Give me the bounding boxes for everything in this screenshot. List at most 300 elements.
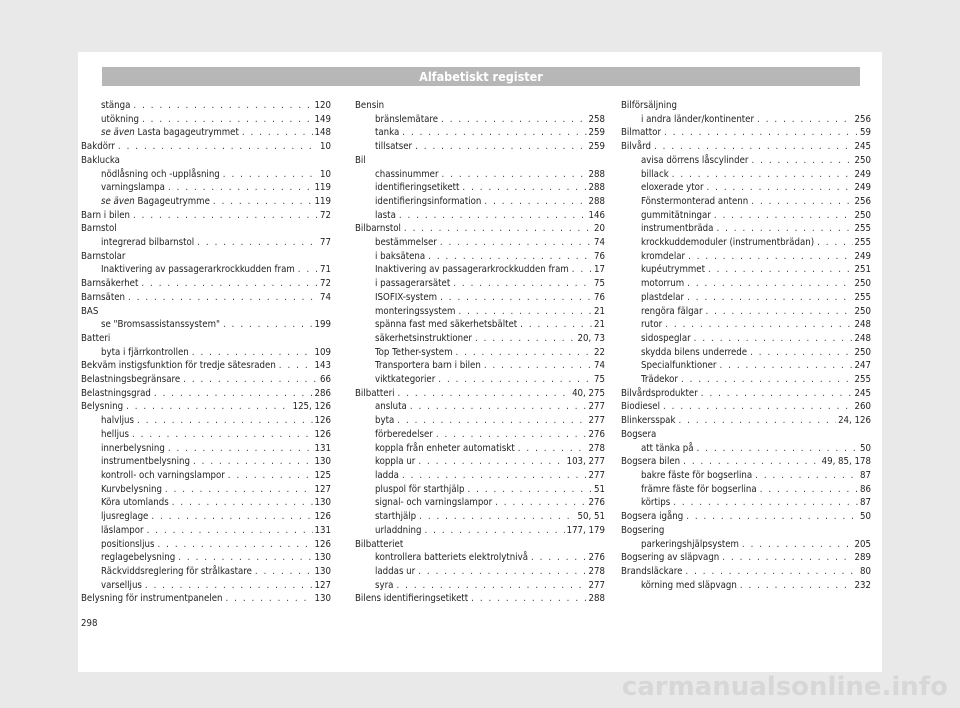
index-term	[375, 469, 399, 483]
index-entry	[81, 263, 331, 277]
index-page-ref: 66	[320, 374, 331, 386]
index-entry	[355, 469, 605, 483]
leader-dots	[665, 318, 852, 332]
index-entry	[621, 332, 871, 346]
index-term	[81, 277, 138, 291]
index-term	[101, 346, 189, 360]
index-term-text: chassinummer	[375, 168, 439, 180]
index-term	[641, 305, 703, 319]
index-term-text: Bilvårdsprodukter	[621, 387, 698, 399]
index-term-text: Trädekor	[641, 374, 678, 386]
index-entry	[81, 277, 331, 291]
leader-dots	[396, 579, 586, 593]
index-term-text: Bilbatteri	[355, 387, 395, 399]
index-term	[101, 236, 194, 250]
index-term	[375, 359, 481, 373]
leader-dots	[147, 524, 313, 538]
index-term-text: parkeringshjälpsystem	[641, 538, 739, 550]
index-term	[641, 483, 757, 497]
leader-dots	[687, 291, 852, 305]
index-term-text: signal- och varningslampor	[375, 497, 493, 509]
index-page-ref: 249	[854, 182, 871, 194]
index-page-ref: 109	[314, 346, 331, 358]
index-entry	[355, 387, 605, 401]
leader-dots	[740, 579, 853, 593]
index-term-text: Bilbatteriet	[355, 538, 404, 550]
index-term-text: Inaktivering av passagerarkrockkudden fram	[375, 264, 569, 276]
leader-dots	[687, 277, 852, 291]
index-term	[355, 387, 395, 401]
index-entry	[81, 455, 331, 469]
index-term-text: kupéutrymmet	[641, 264, 705, 276]
index-term-text: instrumentbräda	[641, 223, 714, 235]
index-term	[101, 181, 165, 195]
index-entry	[81, 195, 331, 209]
index-term	[101, 565, 252, 579]
leader-dots	[157, 538, 312, 552]
leader-dots	[760, 483, 858, 497]
leader-dots	[242, 126, 313, 140]
index-term	[375, 277, 450, 291]
leader-dots	[458, 305, 592, 319]
index-page-ref: 250	[854, 305, 871, 317]
index-term-text: byta i fjärrkontrollen	[101, 346, 189, 358]
index-entry	[621, 414, 871, 428]
leader-dots	[436, 428, 587, 442]
index-entry	[355, 332, 605, 346]
index-entry	[81, 332, 331, 346]
index-term-text: Batteri	[81, 332, 111, 344]
index-entry	[355, 168, 605, 182]
leader-dots	[518, 442, 587, 456]
index-term	[81, 373, 180, 387]
index-term	[641, 277, 684, 291]
index-term	[101, 318, 220, 332]
index-column-3	[621, 99, 871, 592]
index-term-text: monteringssystem	[375, 305, 456, 317]
leader-dots	[484, 195, 586, 209]
index-term-text: motorrum	[641, 278, 685, 290]
index-term	[375, 126, 399, 140]
index-term	[375, 510, 416, 524]
index-term-text: kontrollera batteriets elektrolytnivå	[375, 552, 528, 564]
leader-dots	[441, 113, 587, 127]
index-page-ref: 276	[588, 552, 605, 564]
leader-dots	[410, 400, 587, 414]
index-entry	[81, 140, 331, 154]
index-term	[641, 168, 669, 182]
index-entry	[81, 250, 331, 264]
index-page-ref: 20, 73	[577, 332, 605, 344]
leader-dots	[750, 346, 852, 360]
index-term	[375, 442, 515, 456]
leader-dots	[145, 579, 313, 593]
index-page-ref: 146	[588, 209, 605, 221]
index-page-ref: 77	[320, 237, 331, 249]
index-page-ref: 10	[320, 141, 331, 153]
index-term-text: koppla från enheter automatiskt	[375, 442, 515, 454]
index-term	[81, 359, 276, 373]
index-term-text: Lasta bagageutrymmet	[134, 127, 239, 139]
index-entry	[81, 126, 331, 140]
index-entry	[81, 442, 331, 456]
index-page-ref: 59	[860, 127, 871, 139]
index-term	[101, 195, 210, 209]
index-term-text: bestämmelser	[375, 237, 437, 249]
index-term	[101, 414, 134, 428]
leader-dots	[279, 359, 313, 373]
leader-dots	[686, 510, 858, 524]
index-term-text: ladda	[375, 469, 399, 481]
index-page-ref: 249	[854, 168, 871, 180]
index-page-ref: 76	[594, 291, 605, 303]
index-term-text: Specialfunktioner	[641, 360, 717, 372]
index-term	[81, 250, 125, 264]
index-page-ref: 21	[594, 305, 605, 317]
index-term-text: bakre fäste för bogserlina	[641, 469, 753, 481]
leader-dots	[165, 483, 313, 497]
index-page-ref: 260	[854, 401, 871, 413]
index-entry	[355, 400, 605, 414]
index-term	[81, 154, 120, 168]
index-term	[641, 359, 716, 373]
index-entry	[355, 126, 605, 140]
index-entry	[81, 414, 331, 428]
leader-dots	[193, 455, 313, 469]
index-term	[375, 236, 437, 250]
index-entry	[355, 346, 605, 360]
index-entry	[621, 510, 871, 524]
index-page-ref: 22	[594, 346, 605, 358]
leader-dots	[197, 236, 318, 250]
leader-dots	[456, 346, 593, 360]
index-term-text: sidospeglar	[641, 332, 691, 344]
leader-dots	[453, 277, 592, 291]
leader-dots	[428, 250, 592, 264]
index-page-ref: 258	[588, 113, 605, 125]
index-entry	[621, 250, 871, 264]
leader-dots	[141, 277, 318, 291]
index-term-text: eloxerade ytor	[641, 182, 704, 194]
index-term-text: utökning	[101, 113, 139, 125]
index-page-ref: 131	[314, 442, 331, 454]
index-term	[101, 442, 165, 456]
index-term-text: krockkuddemoduler (instrumentbrädan)	[641, 237, 815, 249]
index-term	[621, 524, 664, 538]
index-term	[621, 510, 683, 524]
index-page-ref: 259	[588, 127, 605, 139]
index-term	[641, 346, 747, 360]
index-entry	[355, 373, 605, 387]
index-page-ref: 80	[860, 565, 871, 577]
index-term-text: Bogsera bilen	[621, 456, 681, 468]
index-term-text: laddas ur	[375, 565, 416, 577]
leader-dots	[442, 168, 587, 182]
index-entry	[621, 565, 871, 579]
leader-dots	[484, 359, 592, 373]
leader-dots	[714, 209, 853, 223]
index-term	[81, 222, 117, 236]
index-entry	[81, 579, 331, 593]
index-page-ref: 130	[314, 552, 331, 564]
leader-dots	[707, 181, 853, 195]
index-entry	[621, 483, 871, 497]
index-term-text: bränslemätare	[375, 113, 439, 125]
index-term-text: ansluta	[375, 401, 407, 413]
index-term-text: reglagebelysning	[101, 552, 176, 564]
index-entry	[621, 373, 871, 387]
index-page-ref: 248	[854, 332, 871, 344]
leader-dots	[126, 400, 291, 414]
index-entry	[355, 551, 605, 565]
index-term-text: Blinkersspak	[621, 415, 676, 427]
index-term-text: i andra länder/kontinenter	[641, 113, 755, 125]
index-term-text: starthjälp	[375, 511, 417, 523]
index-page-ref: 130	[314, 497, 331, 509]
index-entry	[81, 483, 331, 497]
leader-dots	[681, 373, 853, 387]
index-entry	[355, 483, 605, 497]
index-term-text: Belysning	[81, 401, 124, 413]
index-term	[641, 496, 670, 510]
index-term-text: Brandsläckare	[621, 565, 683, 577]
index-entry	[355, 236, 605, 250]
index-term	[621, 455, 680, 469]
index-page-ref: 256	[854, 195, 871, 207]
index-page-ref: 251	[854, 264, 871, 276]
index-term-text: Bogsering av släpvagn	[621, 552, 720, 564]
index-page-ref: 245	[854, 387, 871, 399]
index-term	[621, 126, 661, 140]
index-term	[641, 154, 748, 168]
index-term	[375, 414, 394, 428]
leader-dots	[531, 551, 587, 565]
index-page-ref: 247	[854, 360, 871, 372]
index-term	[641, 236, 814, 250]
index-entry	[355, 99, 605, 113]
leader-dots	[757, 113, 852, 127]
index-term-text: pluspol för starthjälp	[375, 483, 465, 495]
index-term	[355, 592, 468, 606]
index-entry	[81, 551, 331, 565]
index-term	[641, 332, 691, 346]
index-page-ref: 50	[860, 442, 871, 454]
index-term-text: byta	[375, 415, 395, 427]
index-page-ref: 119	[314, 195, 331, 207]
leader-dots	[817, 236, 852, 250]
index-entry	[355, 263, 605, 277]
leader-dots	[142, 113, 313, 127]
index-term	[81, 291, 125, 305]
index-page-ref: 130	[314, 565, 331, 577]
index-term-text: skydda bilens underrede	[641, 346, 748, 358]
index-term	[375, 346, 453, 360]
index-page-ref: 125, 126	[292, 401, 331, 413]
index-page-ref: 288	[588, 182, 605, 194]
index-entry	[355, 195, 605, 209]
leader-dots	[137, 414, 312, 428]
index-entry	[81, 428, 331, 442]
index-page-ref: 75	[594, 278, 605, 290]
leader-dots	[722, 551, 852, 565]
index-page-ref: 277	[588, 415, 605, 427]
index-term	[621, 414, 675, 428]
leader-dots	[225, 592, 312, 606]
leader-dots	[654, 140, 853, 154]
index-entry	[355, 250, 605, 264]
index-term-text: se "Bromsassistanssystem"	[101, 319, 220, 331]
index-page-ref: 289	[854, 552, 871, 564]
index-page-ref: 276	[588, 428, 605, 440]
leader-dots	[419, 510, 575, 524]
index-entry	[81, 400, 331, 414]
index-entry	[81, 113, 331, 127]
index-term	[101, 524, 144, 538]
index-term-text: i baksätena	[375, 250, 426, 262]
index-page-ref: 250	[854, 346, 871, 358]
index-term	[641, 579, 737, 593]
index-page-ref: 256	[854, 113, 871, 125]
index-term-text: varningslampa	[101, 182, 165, 194]
index-term-text: varselljus	[101, 579, 142, 591]
index-term	[641, 291, 684, 305]
index-term	[641, 181, 704, 195]
leader-dots	[223, 318, 313, 332]
index-term	[355, 538, 403, 552]
index-term-text: Bagageutrymme	[134, 195, 210, 207]
index-entry	[621, 154, 871, 168]
index-term	[641, 222, 713, 236]
leader-dots	[683, 455, 819, 469]
index-page-ref: 177, 179	[566, 524, 605, 536]
index-term	[641, 263, 705, 277]
index-entry	[621, 359, 871, 373]
index-page-ref: 126	[314, 511, 331, 523]
index-page-ref: 255	[854, 223, 871, 235]
leader-dots	[183, 373, 318, 387]
index-term	[375, 250, 425, 264]
index-entry	[355, 277, 605, 291]
leader-dots	[151, 510, 312, 524]
index-term	[81, 305, 98, 319]
index-term	[375, 579, 393, 593]
index-entry	[81, 236, 331, 250]
index-page-ref: 250	[854, 278, 871, 290]
index-page-ref: 126	[314, 428, 331, 440]
index-term-text: Belastningsgrad	[81, 387, 151, 399]
index-entry	[81, 346, 331, 360]
index-page-ref: 127	[314, 579, 331, 591]
index-term	[355, 222, 401, 236]
index-term	[375, 483, 464, 497]
index-term-text: främre fäste för bogserlina	[641, 483, 757, 495]
index-term	[101, 99, 130, 113]
index-entry	[621, 140, 871, 154]
index-term-text: koppla ur	[375, 456, 416, 468]
index-term-text: Bilmattor	[621, 127, 662, 139]
index-term-text: tanka	[375, 127, 400, 139]
index-term-text: Bilbarnstol	[355, 223, 401, 235]
index-term	[355, 154, 366, 168]
index-entry	[621, 181, 871, 195]
index-term-text: Bogsera	[621, 428, 657, 440]
index-page-ref: 277	[588, 401, 605, 413]
index-term-text: Bilvård	[621, 141, 651, 153]
leader-dots	[402, 126, 586, 140]
index-page-ref: 199	[314, 319, 331, 331]
index-page-ref: 50, 51	[577, 511, 605, 523]
index-term	[375, 551, 528, 565]
leader-dots	[192, 346, 313, 360]
leader-dots	[678, 414, 836, 428]
index-page-ref: 74	[594, 237, 605, 249]
index-page-ref: 143	[314, 360, 331, 372]
index-term-text: Bogsering	[621, 524, 665, 536]
leader-dots	[751, 154, 852, 168]
index-entry	[355, 565, 605, 579]
index-page-ref: 87	[860, 497, 871, 509]
index-term	[101, 263, 295, 277]
index-term	[641, 113, 754, 127]
index-term	[641, 195, 748, 209]
index-term-text: gummitätningar	[641, 209, 711, 221]
index-term-text: halvljus	[101, 415, 135, 427]
index-term-text: Kurvbelysning	[101, 483, 162, 495]
index-entry	[355, 291, 605, 305]
index-term-text: urladdning	[375, 524, 422, 536]
index-term	[375, 113, 438, 127]
index-term-text: Bekväm instigsfunktion för tredje sätesraden	[81, 360, 276, 372]
index-term-text: Bilens identifieringsetikett	[355, 593, 469, 605]
index-term	[355, 99, 384, 113]
index-term-text: helljus	[101, 428, 129, 440]
index-term	[101, 579, 142, 593]
index-entry	[621, 469, 871, 483]
index-term	[621, 99, 677, 113]
index-term-text: identifieringsinformation	[375, 195, 482, 207]
index-term-text: kromdelar	[641, 250, 686, 262]
leader-dots	[397, 414, 586, 428]
index-page-ref: 278	[588, 565, 605, 577]
index-term-text: Bilförsäljning	[621, 100, 677, 111]
index-page-ref: 276	[588, 497, 605, 509]
index-page-ref: 131	[314, 524, 331, 536]
index-page-ref: 127	[314, 483, 331, 495]
index-page-ref: 126	[314, 538, 331, 550]
index-term-text: kontroll- och varningslampor	[101, 469, 225, 481]
index-term	[375, 291, 437, 305]
leader-dots	[495, 496, 586, 510]
index-term-text: Inaktivering av passagerarkrockkudden fram	[101, 264, 295, 276]
index-page-ref: 51	[594, 483, 605, 495]
index-page-ref: 250	[854, 209, 871, 221]
index-term-text: lasta	[375, 209, 396, 221]
index-entry	[81, 387, 331, 401]
index-entry	[81, 373, 331, 387]
index-term	[621, 551, 719, 565]
index-page-ref: 130	[314, 456, 331, 468]
leader-dots	[462, 181, 586, 195]
leader-dots	[128, 291, 318, 305]
index-term	[641, 209, 711, 223]
leader-dots	[418, 455, 564, 469]
index-page-ref: 277	[588, 469, 605, 481]
page-title: Alfabetiskt register	[102, 67, 860, 86]
leader-dots	[415, 140, 586, 154]
index-entry	[621, 346, 871, 360]
index-entry	[355, 414, 605, 428]
index-page-ref: 10	[320, 168, 331, 180]
